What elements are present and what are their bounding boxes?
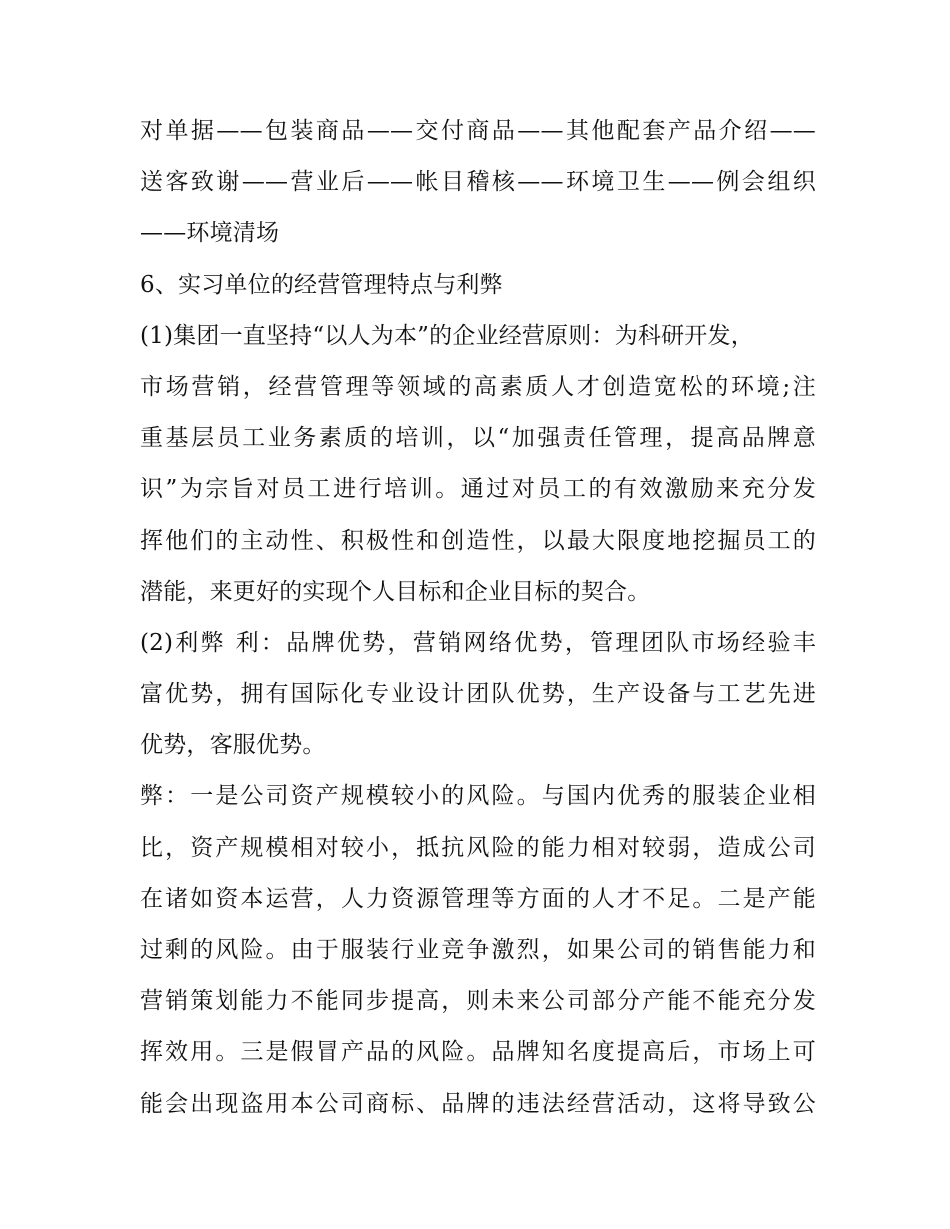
text-line: 重基层员工业务素质的培训，以“加强责任管理，提高品牌意	[140, 425, 816, 452]
text-line: ——环境清场	[140, 220, 280, 247]
text-line: 送客致谢——营业后——帐目稽核——环境卫生——例会组织	[140, 169, 816, 196]
text-line: 挥效用。三是假冒产品的风险。品牌知名度提高后，市场上可	[140, 1039, 816, 1066]
text-line: 营销策划能力不能同步提高，则未来公司部分产能不能充分发	[140, 988, 816, 1015]
text-line: (2)利弊 利：品牌优势，营销网络优势，管理团队市场经验丰	[140, 629, 816, 656]
text-line: 市场营销，经营管理等领域的高素质人才创造宽松的环境;注	[140, 373, 816, 400]
text-line: 比，资产规模相对较小，抵抗风险的能力相对较弱，造成公司	[140, 834, 816, 861]
text-line: 能会出现盗用本公司商标、品牌的违法经营活动，这将导致公	[140, 1090, 816, 1117]
document-body	[140, 106, 816, 1130]
text-line: 对单据——包装商品——交付商品——其他配套产品介绍——	[140, 118, 816, 144]
text-line: 潜能，来更好的实现个人目标和企业目标的契合。	[140, 578, 651, 605]
text-line: 弊：一是公司资产规模较小的风险。与国内优秀的服装企业相	[140, 783, 816, 810]
text-line: 识”为宗旨对员工进行培训。通过对员工的有效激励来充分发	[140, 476, 816, 503]
text-line: 挥他们的主动性、积极性和创造性，以最大限度地挖掘员工的	[140, 527, 816, 554]
text-line: 在诸如资本运营，人力资源管理等方面的人才不足。二是产能	[140, 885, 816, 912]
text-line: (1)集团一直坚持“以人为本”的企业经营原则：为科研开发，	[140, 322, 754, 349]
text-line: 过剩的风险。由于服装行业竞争激烈，如果公司的销售能力和	[140, 937, 816, 963]
text-line: 优势，客服优势。	[140, 732, 326, 759]
section-heading: 6、实习单位的经营管理特点与利弊	[140, 271, 503, 298]
text-line: 富优势，拥有国际化专业设计团队优势，生产设备与工艺先进	[140, 681, 816, 708]
